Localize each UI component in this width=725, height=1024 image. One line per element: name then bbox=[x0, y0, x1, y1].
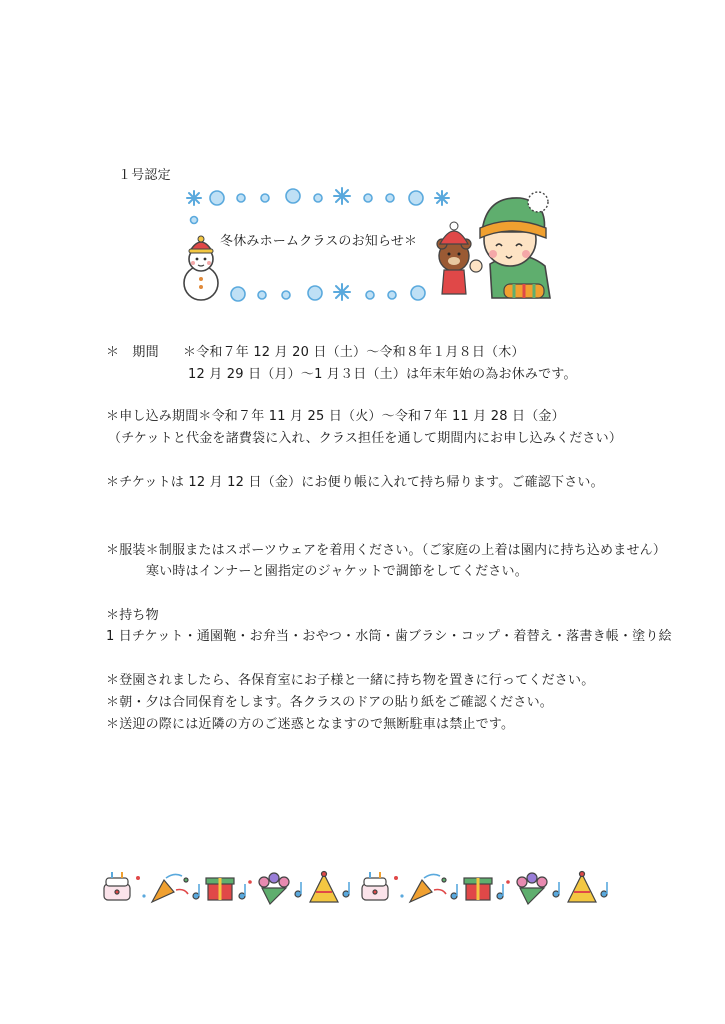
gift-icon bbox=[206, 878, 234, 900]
cake-icon bbox=[104, 872, 130, 900]
application-period: ＊申し込み期間＊令和７年 11 月 25 日（火）～令和７年 11 月 28 日（金） bbox=[106, 409, 565, 424]
music-note-icon bbox=[193, 884, 199, 899]
party-hat-icon bbox=[310, 872, 338, 903]
period-holiday-note: 12 月 29 日（月）～1 月３日（土）は年末年始の為お休みです。 bbox=[188, 367, 577, 382]
child-with-teddy-bear-illustration bbox=[420, 186, 560, 306]
ticket-notice: ＊チケットは 12 月 12 日（金）にお便り帳に入れて持ち帰ります。ご確認下さい。 bbox=[106, 475, 604, 490]
notice-title: 冬休みホームクラスのお知らせ＊ bbox=[220, 234, 418, 249]
belongings-list: 1 日チケット・通園鞄・お弁当・おやつ・水筒・歯ブラシ・コップ・着替え・落書き帳・塗り絵 bbox=[106, 629, 672, 644]
application-instructions: （チケットと代金を諸費袋に入れ、クラス担任を通して期間内にお申し込みください） bbox=[108, 431, 623, 446]
period-label: ＊ 期間 bbox=[106, 345, 159, 360]
party-popper-icon bbox=[152, 874, 188, 902]
sparkle-icon bbox=[136, 876, 146, 898]
music-note-icon bbox=[343, 882, 349, 897]
note-arrival: ＊登園されましたら、各保育室にお子様と一緒に持ち物を置きに行ってください。 bbox=[106, 673, 595, 688]
note-joint-care: ＊朝・夕は合同保育をします。各クラスのドアの貼り紙をご確認ください。 bbox=[106, 695, 553, 710]
clothing-cold-weather-note: 寒い時はインナーと園指定のジャケットで調節をしてください。 bbox=[146, 564, 528, 579]
certification-label: １号認定 bbox=[118, 168, 171, 183]
bouquet-icon bbox=[259, 873, 289, 904]
snowman-illustration bbox=[178, 235, 224, 303]
note-parking: ＊送迎の際には近隣の方のご迷惑となますので無断駐車は禁止です。 bbox=[106, 717, 515, 732]
party-border-decoration bbox=[100, 866, 625, 910]
belongings-heading: ＊持ち物 bbox=[106, 608, 159, 623]
period-dates: ＊令和７年 12 月 20 日（土）～令和８年１月８日（木） bbox=[183, 345, 525, 360]
music-note-icon bbox=[239, 880, 252, 899]
clothing-notice: ＊服装＊制服またはスポーツウェアを着用ください。（ご家庭の上着は園内に持ち込めません） bbox=[106, 543, 667, 558]
music-note-icon bbox=[295, 882, 301, 897]
